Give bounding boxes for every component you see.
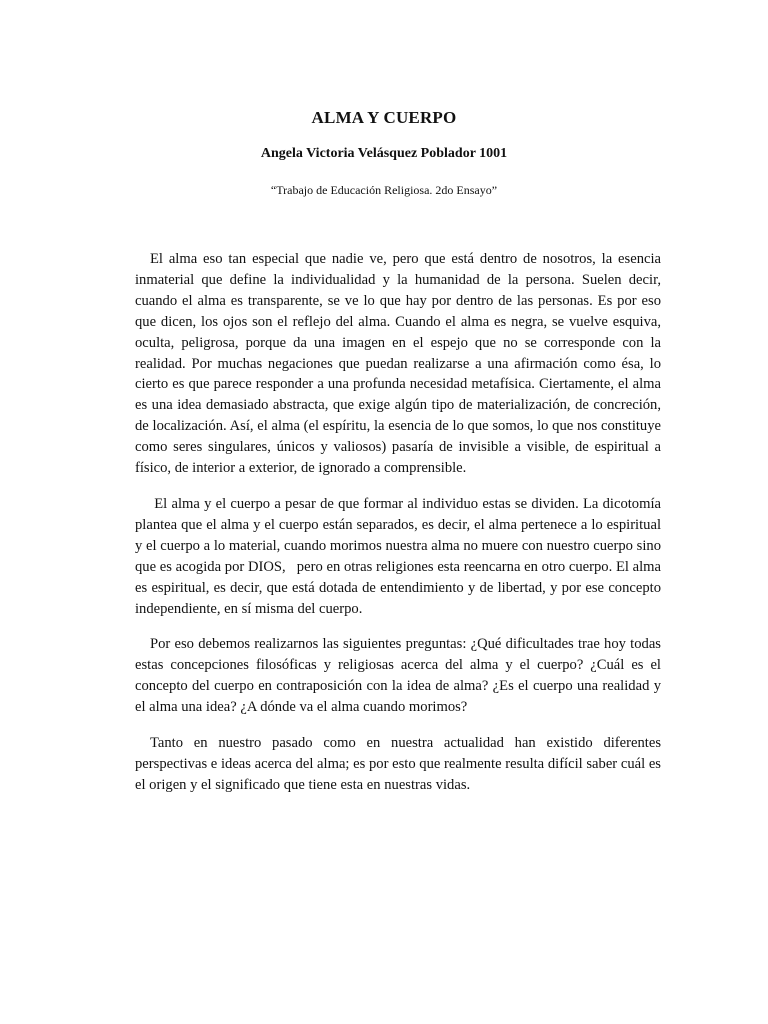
document-author: Angela Victoria Velásquez Poblador 1001 [260, 146, 508, 161]
paragraph-3: Por eso debemos realizarnos las siguientes preguntas: ¿Qué dificultades trae hoy todas estas concepciones filosóficas y religiosas acerca del alma y el cuerpo? ¿Cuál es el concepto del cuerpo en contraposición con la idea de alma? ¿Es el cuerpo una realidad y el alma una idea? ¿A dónde va el alma cuando morimos? [135, 636, 665, 716]
document-subtitle: “Trabajo de Educación Religiosa. 2do Ensayo” [270, 183, 498, 197]
paragraph-2: El alma y el cuerpo a pesar de que formar al individuo estas se dividen. La dicotomía plantea que el alma y el cuerpo están separados, es decir, el alma pertenece a lo espiritual y el cuerpo a lo material, cuando morimos nuestra alma no muere con nuestro cuerpo sino que es acogida por DIOS, pero en otras religiones esta reencarna en otro cuerpo. El alma es espiritual, es decir, que está dotada de entendimiento y de libertad, y por ese concepto independiente, en sí misma del cuerpo. [135, 495, 665, 617]
paragraph-4: Tanto en nuestro pasado como en nuestra actualidad han existido diferentes perspectivas e ideas acerca del alma; es por esto que realmente resulta difícil saber cuál es el origen y el significado que tiene esta en nuestras vidas. [135, 735, 665, 793]
document-title: ALMA Y CUERPO [311, 108, 457, 127]
document-body [135, 249, 665, 796]
paragraph-1: El alma eso tan especial que nadie ve, pero que está dentro de nosotros, la esencia inmaterial que define la individualidad y la humanidad de la persona. Suelen decir, cuando el alma es transparente, se ve lo que hay por dentro de las personas. Es por eso que dicen, los ojos son el reflejo del alma. Cuando el alma es negra, se vuelve esquiva, oculta, peligrosa, porque da una imagen en el espejo que no se corresponde con la realidad. Por muchas negaciones que puedan realizarse a una afirmación como ésa, lo cierto es que parece responder a una profunda necesidad metafísica. Ciertamente, el alma es una idea demasiado abstracta, que exige algún tipo de materialización, de concreción, de localización. Así, el alma (el espíritu, la esencia de lo que somos, lo que nos constituye como seres singulares, únicos y valiosos) pasaría de invisible a visible, de espiritual a físico, de interior a exterior, de ignorado a comprensible. [135, 251, 665, 477]
